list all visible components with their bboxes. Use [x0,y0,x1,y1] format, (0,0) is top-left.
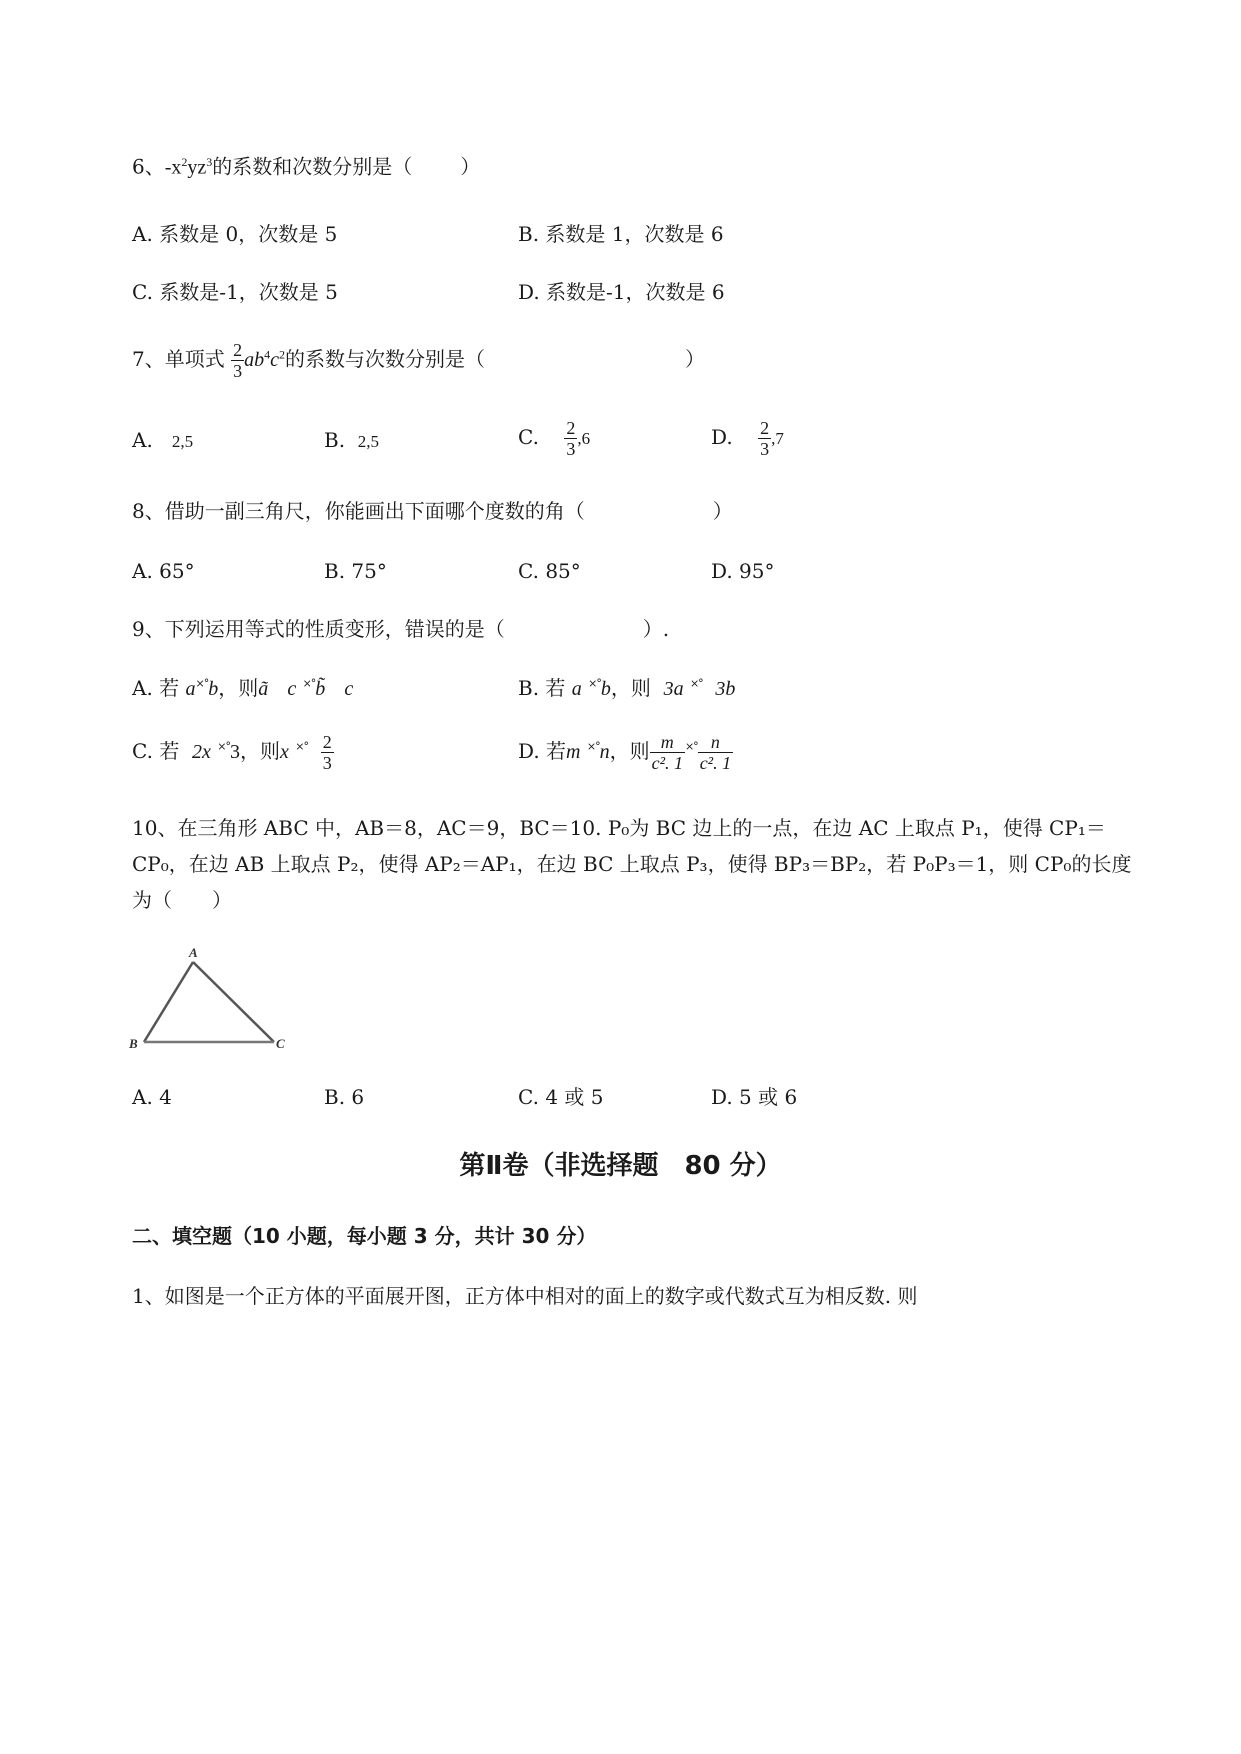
answer-bracket-close: ）. [642,617,670,641]
option-text: ，则 [218,676,259,700]
option-label: C. [518,559,539,583]
option-c [518,1083,603,1111]
numerator: n [698,732,733,753]
question-stem-prefix: 7、单项式 [132,347,225,371]
question-number: 6、 [132,154,165,179]
option-text: 65° [159,559,195,583]
variable: n [599,741,610,763]
option-label: D. [711,1085,733,1109]
denominator: c². 1 [699,753,732,773]
denominator: 3 [233,361,243,381]
expression: 3b [715,678,736,700]
option-text: 4 或 5 [545,1085,604,1109]
option-label: A. [132,428,153,452]
question-stem: 的系数和次数分别是（ [212,154,413,179]
answer-bracket-close: ） [684,347,705,371]
option-label: C. [518,1085,539,1109]
option-label: A. [132,222,153,246]
option-text: ，则 [610,676,651,700]
option-text: 75° [351,559,387,583]
option-a [132,220,337,248]
answer-bracket-close: ） [712,499,733,523]
fraction [758,418,771,459]
garbled-symbol: ×° [302,677,316,690]
option-label: B. [518,676,540,700]
question-stem-line: CP₀，在边 AB 上取点 P₂，使得 AP₂＝AP₁，在边 BC 上取点 P₃，使得 BP₃＝BP₂，若 P₀P₃＝1，则 CP₀的长度 [132,852,1132,876]
monomial-base: -x [164,156,182,179]
option-c [518,557,581,585]
option-d [518,732,733,773]
fraction [321,732,334,773]
option-text: 系数是-1，次数是 6 [546,280,725,304]
variable: m [566,741,581,763]
option-b [324,1083,364,1111]
option-label: B. [324,559,346,583]
option-b [518,220,724,248]
denominator: 3 [566,439,576,459]
variable: b [208,678,219,700]
garbled-symbol: ×° [195,677,209,690]
option-label: A. [132,559,153,583]
side-ab [144,962,193,1042]
option-c [518,418,590,459]
option-label: D. [711,425,733,449]
side-ac [193,962,274,1042]
variable: c [287,678,297,700]
option-text: 2,5 [171,432,194,451]
option-label: A. [132,1085,153,1109]
option-d [711,1083,797,1111]
numerator: 2 [760,418,770,438]
option-label: C. [518,425,539,449]
vertex-label-c: C [276,1036,285,1051]
fraction [698,732,733,773]
variable: ab [244,349,265,371]
question-stem-line: 为（ ） [132,888,232,912]
numerator: 2 [233,340,243,360]
question-6 [132,148,480,182]
monomial-mid: yz [187,156,207,179]
option-label: C. [132,280,153,304]
option-label: C. [132,739,153,763]
variable: x [280,741,289,763]
triangle-figure [128,940,298,1065]
option-label: D. [711,559,733,583]
garbled-symbol: ×° [586,740,600,753]
option-b [518,674,735,706]
fill-question-1: 1、如图是一个正方体的平面展开图，正方体中相对的面上的数字或代数式互为相反数. 则 [132,1284,918,1308]
option-b [324,557,387,585]
value: 3 [230,741,240,763]
denominator: c². 1 [651,753,683,773]
option-text: ,7 [771,429,784,448]
section-heading: 二、填空题（10 小题，每小题 3 分，共计 30 分） [132,1224,597,1248]
question-9 [132,615,669,643]
variable: b̃ [315,678,326,700]
numerator: m [650,732,685,753]
variable: a [185,678,196,700]
option-text: ，则 [240,739,280,763]
option-text: 5 或 6 [739,1085,798,1109]
option-text: 系数是-1，次数是 5 [159,280,338,304]
option-label: A. [132,676,153,700]
option-text: 若 [159,739,180,763]
question-stem-line: 10、在三角形 ABC 中，AB＝8，AC＝9，BC＝10. P₀为 BC 边上的一点，在边 AC 上取点 P₁，使得 CP₁＝ [132,816,1106,840]
numerator: 2 [322,732,332,752]
option-a [132,426,193,456]
answer-bracket-close: ） [460,154,481,179]
option-text: 若 [546,739,567,763]
variable: b [600,678,611,700]
garbled-symbol: ×° [217,740,230,753]
option-label: B. [324,1085,346,1109]
option-text: ,6 [577,429,591,448]
part-title: 第Ⅱ卷（非选择题 80 分） [459,1151,782,1181]
option-d [518,278,725,306]
question-stem: 9、下列运用等式的性质变形，错误的是（ [132,617,505,641]
fraction [564,418,577,459]
vertex-label-b: B [129,1036,138,1051]
garbled-symbol: ×° [689,677,703,690]
question-10 [132,810,1142,918]
option-c [132,278,338,306]
option-text: 若 [545,676,566,700]
option-d [711,557,775,585]
variable: c [270,349,279,371]
expression: 3a [663,678,684,700]
option-c [132,732,334,773]
option-text: 6 [351,1085,365,1109]
variable: ã [258,678,269,700]
option-label: B. [518,222,540,246]
exponent: 3 [206,155,213,169]
garbled-symbol: ×° [588,677,601,690]
exponent: 4 [264,347,271,362]
vertex-label-a: A [189,945,198,960]
option-b [324,426,379,456]
numerator: 2 [566,418,576,438]
question-stem: 8、借助一副三角尺，你能画出下面哪个度数的角（ [132,499,585,523]
denominator: 3 [760,439,770,459]
option-text: 85° [545,559,581,583]
option-text: 2,5 [357,432,380,451]
option-label: D. [518,280,540,304]
option-label: B. [324,428,346,452]
question-8 [132,497,733,525]
option-a [132,557,195,585]
option-text: 系数是 1，次数是 6 [545,222,724,246]
question-7 [132,340,705,381]
option-text: ，则 [609,739,650,763]
option-label: D. [518,739,540,763]
option-text: 4 [159,1085,172,1109]
option-a [132,674,353,706]
exponent: 2 [181,155,188,169]
option-d [711,418,784,459]
option-a [132,1083,172,1111]
option-text: 若 [159,676,180,700]
garbled-symbol: ×° [684,740,698,753]
expression: 2x [192,741,211,763]
fraction [231,340,244,381]
fraction [650,732,685,773]
exponent: 2 [278,347,285,362]
variable: c [344,678,354,700]
option-text: 95° [739,559,775,583]
denominator: 3 [322,753,332,773]
question-stem: 的系数与次数分别是（ [284,347,485,371]
option-text: 系数是 0，次数是 5 [159,222,338,246]
variable: a [571,678,582,700]
garbled-symbol: ×° [295,740,308,753]
